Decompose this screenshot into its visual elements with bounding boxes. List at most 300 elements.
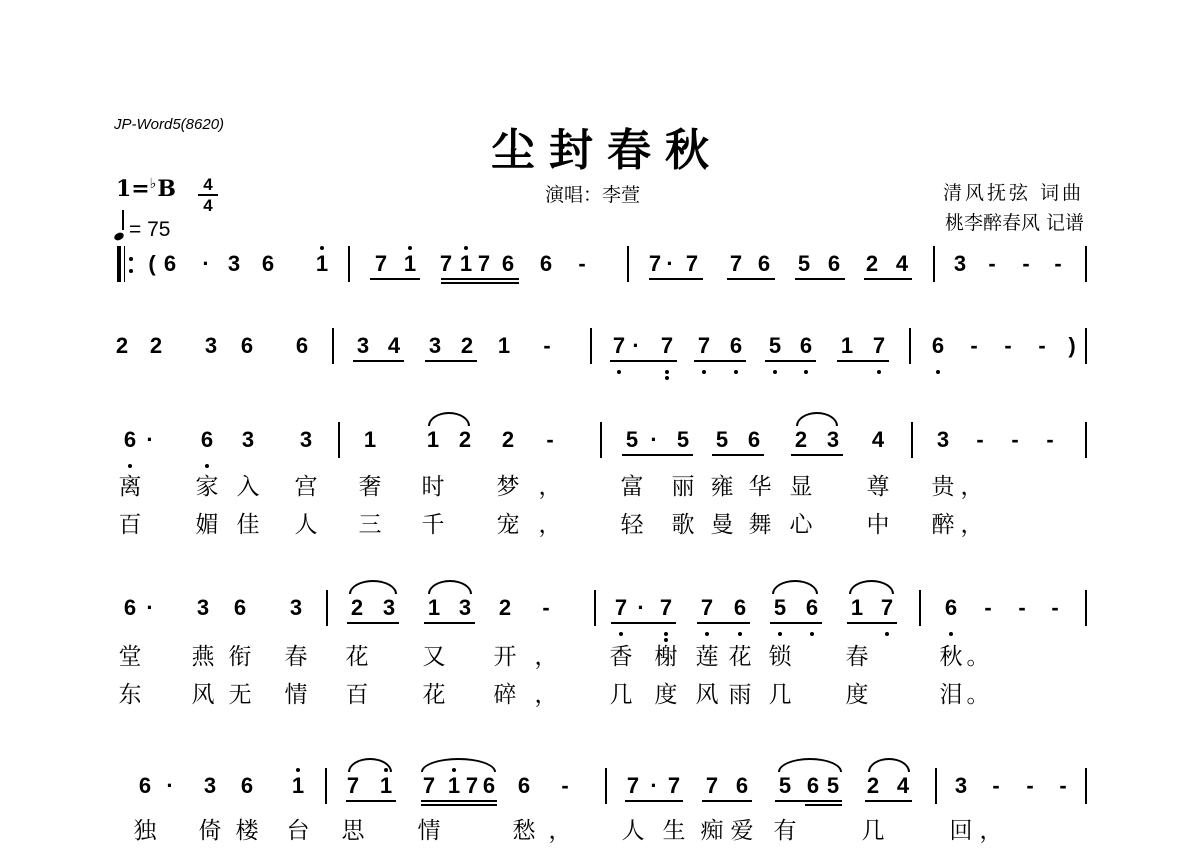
time-bottom: 4 bbox=[203, 196, 213, 215]
lyric-char: 生 bbox=[662, 818, 686, 844]
note-1-7: 1 bbox=[403, 251, 417, 276]
note-4-23: - bbox=[1051, 595, 1059, 620]
note-1-16: 7 bbox=[685, 251, 699, 276]
lyric-char: 情 bbox=[417, 818, 441, 844]
beam-line bbox=[346, 800, 396, 802]
lyric-char: 花 bbox=[728, 644, 752, 670]
note-5-6: 1 bbox=[379, 773, 393, 798]
lyric-char: 中 bbox=[866, 512, 890, 538]
note-3-19: - bbox=[976, 427, 984, 452]
low-octave-dot bbox=[664, 632, 668, 636]
bar-line bbox=[338, 422, 340, 458]
singer-credit: 演唱：李萱 bbox=[545, 184, 641, 206]
bar-line bbox=[935, 768, 937, 804]
note-1-6: 7 bbox=[374, 251, 388, 276]
note-2-9: 1 bbox=[497, 333, 511, 358]
note-5-12: - bbox=[561, 773, 569, 798]
beam-line bbox=[425, 360, 477, 362]
lyric-char: 衔 bbox=[228, 644, 252, 670]
beam-line bbox=[697, 622, 750, 624]
beam-line bbox=[424, 622, 475, 624]
lyric-char: 轻 bbox=[620, 512, 644, 538]
note-4-13: 7 bbox=[659, 595, 673, 620]
note-5-14: · bbox=[650, 773, 658, 798]
note-4-6: 3 bbox=[382, 595, 396, 620]
low-octave-dot bbox=[810, 632, 814, 636]
note-3-3: 3 bbox=[241, 427, 255, 452]
beam-line bbox=[712, 454, 764, 456]
note-2-6: 4 bbox=[387, 333, 401, 358]
note-5-22: 4 bbox=[896, 773, 910, 798]
beam-line bbox=[702, 800, 752, 802]
note-1-10: 7 bbox=[477, 251, 491, 276]
note-5-24: - bbox=[992, 773, 1000, 798]
note-3-4: 3 bbox=[299, 427, 313, 452]
note-1-3: 3 bbox=[227, 251, 241, 276]
note-3-18: 3 bbox=[936, 427, 950, 452]
note-1-9: 1 bbox=[459, 251, 473, 276]
note-4-21: - bbox=[984, 595, 992, 620]
note-4-3: 6 bbox=[233, 595, 247, 620]
note-5-17: 6 bbox=[735, 773, 749, 798]
low-octave-dot bbox=[778, 632, 782, 636]
note-5-15: 7 bbox=[667, 773, 681, 798]
note-2-7: 3 bbox=[428, 333, 442, 358]
tie-slur bbox=[778, 758, 842, 772]
high-octave-dot bbox=[296, 768, 300, 772]
low-octave-dot bbox=[619, 632, 623, 636]
tie-slur bbox=[772, 580, 818, 594]
beam-line bbox=[611, 622, 676, 624]
note-2-16: 5 bbox=[768, 333, 782, 358]
note-4-10: - bbox=[542, 595, 550, 620]
high-octave-dot bbox=[320, 246, 324, 250]
lyric-char: 。 bbox=[966, 644, 990, 670]
repeat-dot bbox=[129, 269, 133, 273]
lyric-char: 富 bbox=[620, 474, 644, 500]
note-1-5: 1 bbox=[315, 251, 329, 276]
beam-line bbox=[370, 278, 420, 280]
bar-line bbox=[1085, 590, 1087, 626]
beam-line bbox=[847, 622, 897, 624]
lyric-char: 倚 bbox=[198, 818, 222, 844]
lyric-char: 贵 bbox=[931, 474, 955, 500]
lyric-char: 丽 bbox=[671, 474, 695, 500]
lyric-char: 千 bbox=[421, 512, 445, 538]
bar-line bbox=[919, 590, 921, 626]
lyric-char: ， bbox=[534, 644, 558, 670]
lyric-char: 百 bbox=[118, 512, 142, 538]
tie-slur bbox=[428, 580, 472, 594]
beam-line bbox=[864, 278, 912, 280]
note-4-19: 7 bbox=[880, 595, 894, 620]
note-4-18: 1 bbox=[850, 595, 864, 620]
note-5-19: 6 bbox=[806, 773, 820, 798]
beam-line bbox=[775, 800, 842, 802]
tie-slur bbox=[868, 758, 910, 772]
note-5-25: - bbox=[1026, 773, 1034, 798]
beam-line-2 bbox=[441, 282, 519, 284]
lyric-char: 独 bbox=[133, 818, 157, 844]
note-1-20: 6 bbox=[827, 251, 841, 276]
bar-line bbox=[1085, 768, 1087, 804]
note-2-3: 6 bbox=[240, 333, 254, 358]
low-octave-dot bbox=[877, 370, 881, 374]
bar-line bbox=[325, 768, 327, 804]
note-5-21: 2 bbox=[866, 773, 880, 798]
lyric-char: ， bbox=[960, 512, 984, 538]
note-stem bbox=[122, 210, 124, 230]
bar-line bbox=[332, 328, 334, 364]
lyric-char: 春 bbox=[284, 644, 308, 670]
lyric-char: 回 bbox=[949, 818, 973, 844]
lyric-char: 燕 bbox=[191, 644, 215, 670]
note-2-14: 7 bbox=[697, 333, 711, 358]
quarter-note-icon bbox=[113, 231, 125, 242]
note-2-19: 7 bbox=[872, 333, 886, 358]
note-3-16: 3 bbox=[826, 427, 840, 452]
lyric-char: 时 bbox=[421, 474, 445, 500]
composer-credit: 清风抚弦 词曲 bbox=[942, 182, 1084, 204]
lyric-char: 尊 bbox=[866, 474, 890, 500]
note-4-0: 6 bbox=[123, 595, 137, 620]
note-5-2: 3 bbox=[203, 773, 217, 798]
time-signature bbox=[198, 176, 218, 214]
lyric-char: 开 bbox=[493, 644, 517, 670]
tie-slur bbox=[428, 412, 470, 426]
note-1-24: - bbox=[988, 251, 996, 276]
lyric-char: 人 bbox=[621, 818, 645, 844]
beam-line bbox=[694, 360, 746, 362]
note-5-4: 1 bbox=[291, 773, 305, 798]
note-1-13: - bbox=[578, 251, 586, 276]
beam-line bbox=[347, 622, 399, 624]
lyric-char: ， bbox=[979, 818, 1003, 844]
note-5-23: 3 bbox=[954, 773, 968, 798]
beam-line bbox=[625, 800, 683, 802]
note-5-9: 7 bbox=[465, 773, 479, 798]
note-2-11: 7 bbox=[612, 333, 626, 358]
note-2-20: 6 bbox=[931, 333, 945, 358]
bar-line bbox=[1085, 246, 1087, 282]
low-octave-dot bbox=[773, 370, 777, 374]
repeat-thin-bar bbox=[124, 246, 125, 282]
note-5-3: 6 bbox=[240, 773, 254, 798]
low-octave-dot bbox=[665, 376, 669, 380]
note-3-15: 2 bbox=[794, 427, 808, 452]
lyric-char: 醉 bbox=[931, 512, 955, 538]
note-4-5: 2 bbox=[350, 595, 364, 620]
beam-line bbox=[791, 454, 843, 456]
lyric-char: 愁 bbox=[512, 818, 536, 844]
note-3-11: · bbox=[650, 427, 658, 452]
lyric-char: 几 bbox=[861, 818, 885, 844]
lyric-char: ， bbox=[534, 682, 558, 708]
note-3-9: - bbox=[546, 427, 554, 452]
tempo-marking bbox=[114, 216, 170, 242]
note-4-1: · bbox=[146, 595, 154, 620]
note-5-20: 5 bbox=[826, 773, 840, 798]
low-octave-dot bbox=[936, 370, 940, 374]
lyric-char: ， bbox=[538, 512, 562, 538]
lyric-char: 几 bbox=[768, 682, 792, 708]
lyric-char: 三 bbox=[358, 512, 382, 538]
key-note: B bbox=[157, 176, 176, 202]
note-5-1: · bbox=[166, 773, 174, 798]
lyric-char: 雍 bbox=[710, 474, 734, 500]
note-2-17: 6 bbox=[799, 333, 813, 358]
note-5-26: - bbox=[1059, 773, 1067, 798]
note-4-20: 6 bbox=[944, 595, 958, 620]
note-3-10: 5 bbox=[625, 427, 639, 452]
low-octave-dot bbox=[734, 370, 738, 374]
lyric-char: 台 bbox=[286, 818, 310, 844]
lyric-char: 堂 bbox=[118, 644, 142, 670]
note-1-18: 6 bbox=[757, 251, 771, 276]
lyric-char: 风 bbox=[695, 682, 719, 708]
lyric-char: 榭 bbox=[654, 644, 678, 670]
lyric-char: ， bbox=[548, 818, 572, 844]
beam-line bbox=[622, 454, 693, 456]
high-octave-dot bbox=[408, 246, 412, 250]
beam-line-2 bbox=[421, 804, 497, 806]
lyric-char: 曼 bbox=[710, 512, 734, 538]
beam-line bbox=[770, 622, 822, 624]
lyric-char: 雨 bbox=[728, 682, 752, 708]
lyric-char: 人 bbox=[294, 512, 318, 538]
beam-line bbox=[865, 800, 912, 802]
note-5-10: 6 bbox=[482, 773, 496, 798]
note-5-18: 5 bbox=[778, 773, 792, 798]
lyric-char: 舞 bbox=[748, 512, 772, 538]
lyric-char: 花 bbox=[345, 644, 369, 670]
lyric-char: 奢 bbox=[358, 474, 382, 500]
lyric-char: 有 bbox=[773, 818, 797, 844]
lyric-char: 几 bbox=[609, 682, 633, 708]
lyric-char: 花 bbox=[422, 682, 446, 708]
lyric-char: 情 bbox=[284, 682, 308, 708]
note-3-6: 1 bbox=[426, 427, 440, 452]
lyric-char: 爱 bbox=[730, 818, 754, 844]
note-3-5: 1 bbox=[363, 427, 377, 452]
lyric-char: 宠 bbox=[496, 512, 520, 538]
note-4-22: - bbox=[1018, 595, 1026, 620]
note-2-1: 2 bbox=[149, 333, 163, 358]
note-5-7: 7 bbox=[422, 773, 436, 798]
lyric-char: 度 bbox=[654, 682, 678, 708]
note-3-21: - bbox=[1046, 427, 1054, 452]
lyric-char: 痴 bbox=[700, 818, 724, 844]
note-2-23: - bbox=[1038, 333, 1046, 358]
flat-sign: ♭ bbox=[149, 176, 157, 192]
lyric-char: ， bbox=[960, 474, 984, 500]
note-4-16: 5 bbox=[773, 595, 787, 620]
tempo-value: = 75 bbox=[129, 218, 171, 241]
lyric-char: 风 bbox=[191, 682, 215, 708]
beam-line bbox=[421, 800, 497, 802]
lyric-char: 佳 bbox=[236, 512, 260, 538]
low-octave-dot bbox=[617, 370, 621, 374]
lyric-char: 入 bbox=[236, 474, 260, 500]
lyric-char: 泪 bbox=[939, 682, 963, 708]
note-4-4: 3 bbox=[289, 595, 303, 620]
lyric-char: 秋 bbox=[939, 644, 963, 670]
bar-line bbox=[911, 422, 913, 458]
song-title: 尘封春秋 bbox=[491, 125, 723, 176]
time-top: 4 bbox=[203, 175, 213, 194]
note-3-13: 5 bbox=[715, 427, 729, 452]
note-5-16: 7 bbox=[705, 773, 719, 798]
note-4-2: 3 bbox=[196, 595, 210, 620]
bar-line bbox=[1085, 328, 1087, 364]
key-prefix: 1= bbox=[116, 176, 150, 202]
note-2-10: - bbox=[543, 333, 551, 358]
note-1-22: 4 bbox=[895, 251, 909, 276]
note-1-14: 7 bbox=[648, 251, 662, 276]
note-4-11: 7 bbox=[614, 595, 628, 620]
repeat-dot bbox=[129, 257, 133, 261]
note-5-5: 7 bbox=[346, 773, 360, 798]
note-1-1: 6 bbox=[163, 251, 177, 276]
note-1-21: 2 bbox=[865, 251, 879, 276]
note-4-12: · bbox=[637, 595, 645, 620]
note-2-0: 2 bbox=[115, 333, 129, 358]
note-3-12: 5 bbox=[676, 427, 690, 452]
beam-line-2 bbox=[805, 804, 842, 806]
note-2-2: 3 bbox=[204, 333, 218, 358]
tie-slur bbox=[849, 580, 894, 594]
note-4-8: 3 bbox=[458, 595, 472, 620]
note-5-0: 6 bbox=[138, 773, 152, 798]
tie-slur bbox=[348, 758, 392, 772]
lyric-char: 无 bbox=[228, 682, 252, 708]
lyric-char: 思 bbox=[341, 818, 365, 844]
note-1-25: - bbox=[1022, 251, 1030, 276]
bar-line bbox=[909, 328, 911, 364]
beam-line bbox=[610, 360, 677, 362]
note-5-11: 6 bbox=[517, 773, 531, 798]
lyric-char: 碎 bbox=[493, 682, 517, 708]
beam-line bbox=[649, 278, 703, 280]
lyric-char: 宫 bbox=[294, 474, 318, 500]
lyric-char: 家 bbox=[195, 474, 219, 500]
beam-line bbox=[837, 360, 889, 362]
note-1-26: - bbox=[1054, 251, 1062, 276]
note-2-22: - bbox=[1004, 333, 1012, 358]
note-1-17: 7 bbox=[729, 251, 743, 276]
note-2-13: 7 bbox=[660, 333, 674, 358]
lyric-char: 显 bbox=[789, 474, 813, 500]
bar-line bbox=[605, 768, 607, 804]
note-1-0: ( bbox=[148, 251, 156, 276]
repeat-thick-bar bbox=[117, 246, 121, 282]
bar-line bbox=[627, 246, 629, 282]
note-4-17: 6 bbox=[805, 595, 819, 620]
lyric-char: 歌 bbox=[671, 512, 695, 538]
note-2-15: 6 bbox=[729, 333, 743, 358]
lyric-char: 离 bbox=[118, 474, 142, 500]
bar-line bbox=[594, 590, 596, 626]
note-2-18: 1 bbox=[840, 333, 854, 358]
lyric-char: 楼 bbox=[235, 818, 259, 844]
high-octave-dot bbox=[464, 246, 468, 250]
lyric-char: 东 bbox=[118, 682, 142, 708]
note-2-8: 2 bbox=[460, 333, 474, 358]
source-label: JP-Word5(8620) bbox=[114, 116, 225, 133]
lyric-char: 百 bbox=[345, 682, 369, 708]
note-4-15: 6 bbox=[733, 595, 747, 620]
note-1-2: · bbox=[202, 251, 210, 276]
beam-line bbox=[727, 278, 775, 280]
beam-line bbox=[795, 278, 845, 280]
lyric-char: 春 bbox=[845, 644, 869, 670]
lyric-char: 梦 bbox=[496, 474, 520, 500]
low-octave-dot bbox=[885, 632, 889, 636]
note-1-23: 3 bbox=[953, 251, 967, 276]
beam-line bbox=[353, 360, 404, 362]
lyric-char: 媚 bbox=[195, 512, 219, 538]
lyric-char: 度 bbox=[845, 682, 869, 708]
note-3-8: 2 bbox=[501, 427, 515, 452]
transcriber-credit: 桃李醉春风 记谱 bbox=[944, 212, 1084, 234]
low-octave-dot bbox=[804, 370, 808, 374]
note-1-8: 7 bbox=[439, 251, 453, 276]
tie-slur bbox=[796, 412, 838, 426]
lyric-char: 莲 bbox=[695, 644, 719, 670]
note-2-5: 3 bbox=[356, 333, 370, 358]
lyric-char: 。 bbox=[966, 682, 990, 708]
low-octave-dot bbox=[738, 632, 742, 636]
note-4-14: 7 bbox=[700, 595, 714, 620]
note-1-19: 5 bbox=[797, 251, 811, 276]
note-4-9: 2 bbox=[498, 595, 512, 620]
low-octave-dot bbox=[702, 370, 706, 374]
note-4-7: 1 bbox=[427, 595, 441, 620]
note-3-17: 4 bbox=[871, 427, 885, 452]
bar-line bbox=[590, 328, 592, 364]
lyric-char: 又 bbox=[422, 644, 446, 670]
bar-line bbox=[1085, 422, 1087, 458]
bar-line bbox=[933, 246, 935, 282]
lyric-char: 华 bbox=[748, 474, 772, 500]
note-3-14: 6 bbox=[747, 427, 761, 452]
note-3-2: 6 bbox=[200, 427, 214, 452]
note-1-4: 6 bbox=[261, 251, 275, 276]
bar-line bbox=[348, 246, 350, 282]
note-3-1: · bbox=[146, 427, 154, 452]
note-3-20: - bbox=[1011, 427, 1019, 452]
note-5-8: 1 bbox=[447, 773, 461, 798]
bar-line bbox=[326, 590, 328, 626]
note-2-4: 6 bbox=[295, 333, 309, 358]
note-5-13: 7 bbox=[626, 773, 640, 798]
note-2-12: · bbox=[632, 333, 640, 358]
note-3-0: 6 bbox=[123, 427, 137, 452]
low-octave-dot bbox=[949, 632, 953, 636]
note-1-12: 6 bbox=[539, 251, 553, 276]
low-octave-dot bbox=[665, 370, 669, 374]
bar-line bbox=[600, 422, 602, 458]
note-2-21: - bbox=[970, 333, 978, 358]
beam-line bbox=[765, 360, 816, 362]
note-1-11: 6 bbox=[501, 251, 515, 276]
low-octave-dot bbox=[705, 632, 709, 636]
lyric-char: 香 bbox=[609, 644, 633, 670]
lyric-char: 心 bbox=[789, 512, 813, 538]
lyric-char: 锁 bbox=[768, 644, 792, 670]
tie-slur bbox=[421, 758, 496, 772]
note-3-7: 2 bbox=[458, 427, 472, 452]
